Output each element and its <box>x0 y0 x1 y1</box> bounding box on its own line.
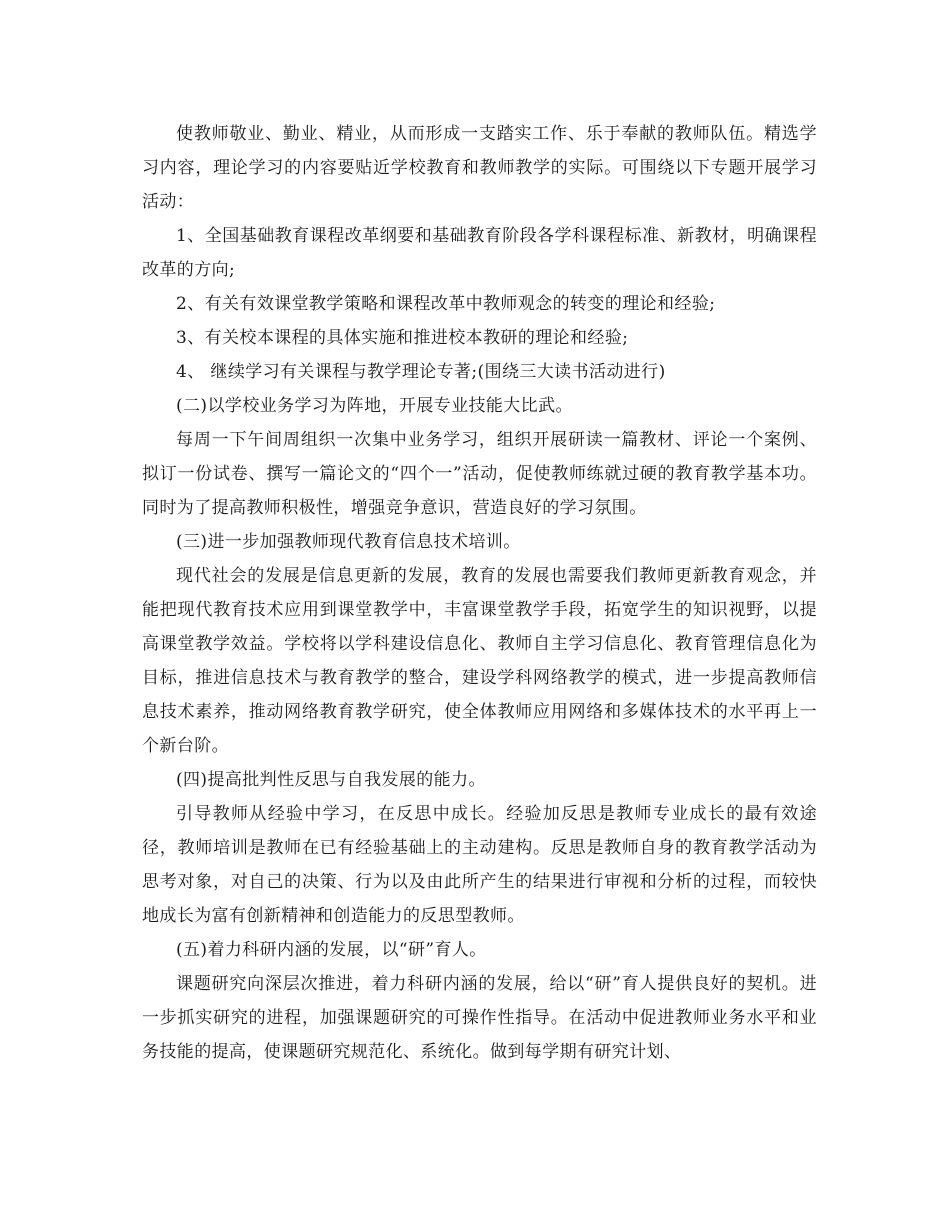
list-item: 3、有关校本课程的具体实施和推进校本教研的理论和经验; <box>176 328 629 348</box>
list-item: 2、有关有效课堂教学策略和课程改革中教师观念的转变的理论和经验; <box>176 294 716 314</box>
paragraph: 使教师敬业、勤业、精业，从而形成一支踏实工作、乐于奉献的教师队伍。精选学习内容，理论学习的内容要贴近学校教育和教师教学的实际。可围绕以下专题开展学习活动： <box>142 124 817 212</box>
list-item: 1、全国基础教育课程改革纲要和基础教育阶段各学科课程标准、新教材，明确课程改革的方向; <box>142 226 817 280</box>
section-heading: (四)提高批判性反思与自我发展的能力。 <box>176 770 486 790</box>
paragraph: 课题研究向深层次推进，着力科研内涵的发展，给以“研”育人提供良好的契机。进一步抓实研究的进程，加强课题研究的可操作性指导。在活动中促进教师业务水平和业务技能的提高，使课题研究规范化、系统化。做到每学期有研究计划、 <box>142 974 817 1062</box>
section-heading: (五)着力科研内涵的发展，以“研”育人。 <box>176 940 487 960</box>
section-heading: (二)以学校业务学习为阵地，开展专业技能大比武。 <box>176 396 573 416</box>
section-heading: (三)进一步加强教师现代教育信息技术培训。 <box>176 532 521 552</box>
list-item: 4、 继续学习有关课程与教学理论专著;(围绕三大读书活动进行) <box>176 362 666 382</box>
paragraph: 每周一下午间周组织一次集中业务学习，组织开展研读一篇教材、评论一个案例、拟订一份试卷、撰写一篇论文的“四个一”活动，促使教师练就过硬的教育教学基本功。同时为了提高教师积极性，增强竞争意识，营造良好的学习氛围。 <box>142 430 817 518</box>
document-body <box>142 117 817 1069</box>
paragraph: 引导教师从经验中学习，在反思中成长。经验加反思是教师专业成长的最有效途径，教师培训是教师在已有经验基础上的主动建构。反思是教师自身的教育教学活动为思考对象，对自己的决策、行为以及由此所产生的结果进行审视和分析的过程，而较快地成长为富有创新精神和创造能力的反思型教师。 <box>142 804 817 926</box>
paragraph: 现代社会的发展是信息更新的发展，教育的发展也需要我们教师更新教育观念，并能把现代教育技术应用到课堂教学中，丰富课堂教学手段，拓宽学生的知识视野，以提高课堂教学效益。学校将以学科建设信息化、教师自主学习信息化、教育管理信息化为目标，推进信息技术与教育教学的整合，建设学科网络教学的模式，进一步提高教师信息技术素养，推动网络教育教学研究，使全体教师应用网络和多媒体技术的水平再上一个新台阶。 <box>142 566 817 756</box>
